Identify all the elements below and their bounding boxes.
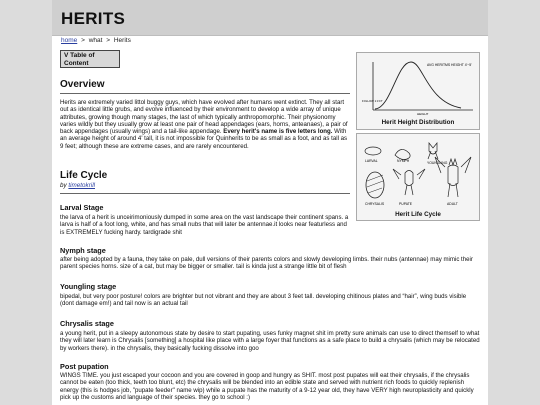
author-link[interactable]: timetokrill xyxy=(68,182,95,189)
byline xyxy=(60,182,95,189)
chrysalis-hatching xyxy=(367,175,383,193)
x-axis-label: HEIGHT xyxy=(417,112,429,116)
overview-bold-fact: Every herit's name is five letters long. xyxy=(223,128,333,136)
section-divider xyxy=(60,93,350,94)
nymph-drawing xyxy=(395,149,410,159)
stage-heading-nymph: Nymph stage xyxy=(60,246,106,255)
breadcrumb-home-link[interactable]: home xyxy=(61,37,78,44)
larva-drawing xyxy=(365,147,381,155)
breadcrumb-separator: > xyxy=(106,37,111,44)
breadcrumb xyxy=(61,37,131,44)
overview-text-part: Herits are extremely varied littol buggy guys, which have evolved after humans went extinct. They all start out as identical little grubs, and evolve influenced by their environment to develop a wide array of unique attributes, growing though many stages, the last of which typically anthropomorphic. Their physionomy varies wildly but they usually grow at least one pair of head appendages (ears, horns, anteanaes), a pair of back appendages (usually wings) and a tail-like appendage. xyxy=(60,99,348,136)
breadcrumb-separator: > xyxy=(81,37,85,44)
stage-text-nymph: after being adopted by a fauna, they take on pale, dull versions of their parents colors and slowly developing limbs. their nubs (antennae) may mimic their parent species horns. size of a cat, but may be bigger or smaller. tail is kinda just a strange little bit of flesh xyxy=(60,256,473,271)
stage-heading-youngling: Youngling stage xyxy=(60,282,117,291)
overview-text xyxy=(60,99,350,150)
life-cycle-figure xyxy=(356,133,480,221)
overview-text-part: With an average height of around 4' tall, it is not impossible for Quinherits to be as small as a foot, and as tall as 9 feet; although these are extreme cases, and are rarely encountered. xyxy=(60,128,348,150)
height-distribution-figure xyxy=(356,52,480,130)
bell-curve xyxy=(375,62,461,109)
stage-heading-larval: Larval Stage xyxy=(60,203,104,212)
life-stage-label: NYMPH xyxy=(397,159,410,163)
height-distribution-sketch xyxy=(361,56,477,116)
life-stage-label: CHRYSALIS xyxy=(365,202,385,206)
life-cycle-sketch xyxy=(361,137,477,211)
byline-prefix: by xyxy=(60,182,67,189)
breadcrumb-section: what xyxy=(88,37,103,44)
figure-caption: Herit Height Distribution xyxy=(381,119,455,126)
overview-heading: Overview xyxy=(60,79,105,90)
life-stage-label: PUPATE xyxy=(399,202,413,206)
table-of-contents-toggle[interactable]: V Table of Content xyxy=(60,50,120,68)
pupate-drawing xyxy=(393,169,425,195)
life-stage-label: YOUNGLING xyxy=(427,161,448,165)
page xyxy=(52,0,488,405)
life-stage-label: LARVAL xyxy=(365,159,378,163)
stage-text-post-pupation: WINGS TIME. you just escaped your cocoon and you are covered in goop and hungry as SHIT. most post pupates will eat their chrysalis, if the chrysalis cannot be eaten (too thick, teeth too blunt, etc) the chrysalis will be blended into an edible state and served with nutrient rich foods to quickly replenish energy (this is hodges job, "pupate feeder" name wip) while a pupate has the maturity of a 9-12 year old, they have VERY high neuroplasticity and quickly pick up the customs and language of their species. they go to school :) xyxy=(60,372,474,401)
figure-caption: Herit Life Cycle xyxy=(395,211,441,218)
stage-heading-post-pupation: Post pupation xyxy=(60,362,109,371)
avg-height-note: AVG HERITMS HEIGHT 4'~5' xyxy=(427,63,472,67)
site-title[interactable]: HERITS xyxy=(61,9,126,28)
life-cycle-heading: Life Cycle xyxy=(60,170,108,181)
y-axis-note: FOLLOW 1:3 FT xyxy=(362,99,383,103)
stage-text-larval: the larva of a herit is unceirimoniously dumped in some area on the vast landscape their continent spans. a larva is half of a foot long, white, and has small nubs that will later be antennae.it looks near featurless and is EXTREMELY fucking hardy. tardigrade shit xyxy=(60,214,349,236)
life-stage-label: ADULT xyxy=(447,202,458,206)
stage-text-youngling: bipedal, but very poor posture! colors are brighter but not vibrant and they are about 3 feet tall. developing chitinous plates and “hair”, wing buds visible (dont damage em!) and tail now is an actual tail xyxy=(60,293,467,308)
stage-text-chrysalis: a young herit, put in a sleepy autonomous state by desire to start pupating, uses funky magnet shit im pretty sure animals can use to direct themself to what they will later learn is Chrysalis [something] a hospital like place with a large foyer that functions as a safe place to build a chrysalis (which may be relocated by workers there). in the chrysalis, they basically fucking dissolve into goo xyxy=(60,330,480,352)
section-divider xyxy=(60,193,350,194)
stage-heading-chrysalis: Chrysalis stage xyxy=(60,319,114,328)
breadcrumb-current: Herits xyxy=(113,37,131,44)
youngling-drawing xyxy=(428,143,438,159)
